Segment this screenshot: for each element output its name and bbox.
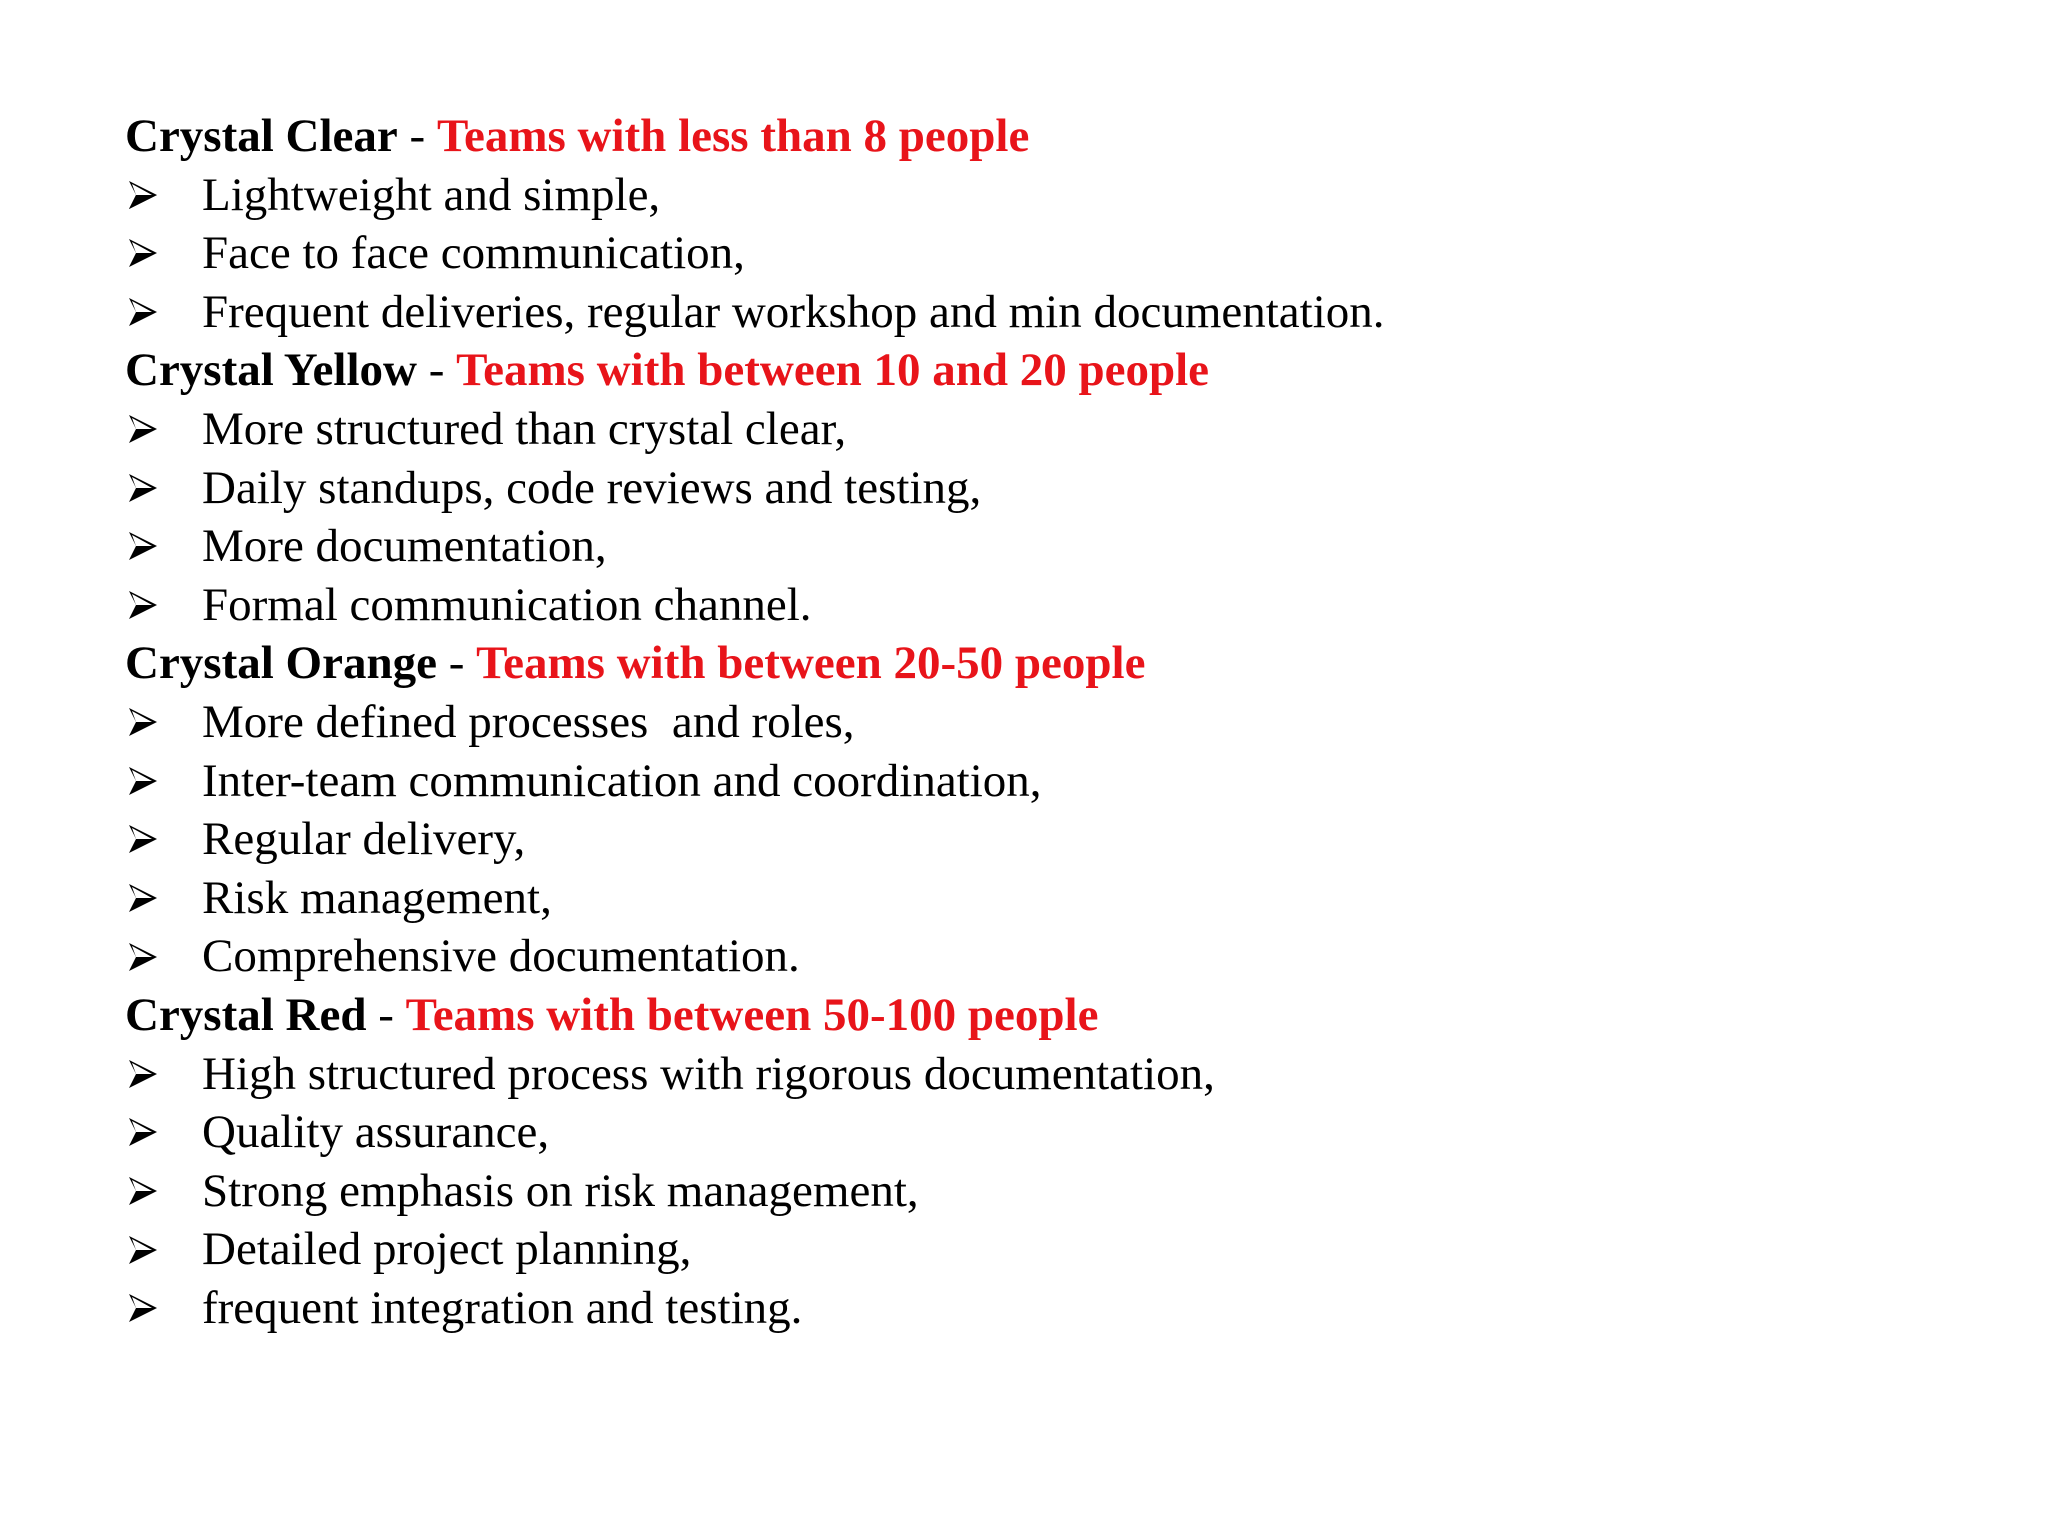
section-heading-crystal-yellow	[125, 341, 1925, 400]
arrowhead-bullet-icon	[125, 468, 202, 508]
arrowhead-bullet-icon	[125, 878, 202, 918]
list-item-text: Lightweight and simple,	[202, 168, 661, 221]
arrowhead-bullet-icon	[125, 1171, 202, 1211]
section-separator: -	[416, 344, 457, 397]
arrowhead-bullet-icon	[125, 526, 202, 566]
section-description: Teams with between 20-50 people	[476, 637, 1146, 690]
section-heading-crystal-red	[125, 986, 1925, 1045]
list-item	[125, 224, 1925, 283]
list-item	[125, 1045, 1925, 1104]
list-item	[125, 810, 1925, 869]
arrowhead-bullet-icon	[125, 175, 202, 215]
list-item	[125, 752, 1925, 811]
arrowhead-bullet-icon	[125, 409, 202, 449]
list-item-text: Strong emphasis on risk management,	[202, 1164, 919, 1217]
list-item-text: Frequent deliveries, regular workshop and min documentation.	[202, 285, 1385, 338]
list-item-text: More documentation,	[202, 520, 607, 573]
arrowhead-bullet-icon	[125, 937, 202, 977]
list-item-text: Regular delivery,	[202, 813, 526, 866]
arrowhead-bullet-icon	[125, 702, 202, 742]
list-item-text: High structured process with rigorous documentation,	[202, 1047, 1215, 1100]
section-name: Crystal Yellow	[125, 344, 417, 397]
list-item-text: More structured than crystal clear,	[202, 402, 847, 455]
arrowhead-bullet-icon	[125, 1112, 202, 1152]
arrowhead-bullet-icon	[125, 1054, 202, 1094]
list-item	[125, 1279, 1925, 1338]
arrowhead-bullet-icon	[125, 292, 202, 332]
list-item-text: Daily standups, code reviews and testing,	[202, 461, 982, 514]
arrowhead-bullet-icon	[125, 1288, 202, 1328]
list-item	[125, 400, 1925, 459]
section-description: Teams with less than 8 people	[436, 110, 1030, 162]
list-item	[125, 1220, 1925, 1279]
list-item-text: Face to face communication,	[202, 227, 745, 280]
section-description: Teams with between 50-100 people	[405, 988, 1099, 1041]
arrowhead-bullet-icon	[125, 585, 202, 625]
list-item-text: Risk management,	[202, 871, 552, 924]
list-item	[125, 459, 1925, 518]
section-separator: -	[366, 988, 406, 1041]
section-heading-crystal-orange	[125, 634, 1925, 693]
list-item-text: Quality assurance,	[202, 1106, 550, 1159]
arrowhead-bullet-icon	[125, 819, 202, 859]
list-item-text: Comprehensive documentation.	[202, 930, 800, 983]
list-item	[125, 869, 1925, 928]
section-description: Teams with between 10 and 20 people	[456, 344, 1210, 397]
list-item-text: Formal communication channel.	[202, 578, 812, 631]
list-item-text: More defined processes and roles,	[202, 695, 855, 748]
list-item	[125, 283, 1925, 342]
arrowhead-bullet-icon	[125, 1230, 202, 1270]
list-item	[125, 517, 1925, 576]
section-separator: -	[397, 110, 437, 162]
document-body	[125, 107, 1925, 1337]
section-name: Crystal Orange	[125, 637, 437, 690]
section-separator: -	[436, 637, 477, 690]
list-item	[125, 166, 1925, 225]
section-name: Crystal Red	[125, 988, 367, 1041]
list-item-text: Detailed project planning,	[202, 1223, 692, 1276]
section-heading-crystal-clear	[125, 107, 1925, 166]
list-item	[125, 693, 1925, 752]
list-item	[125, 927, 1925, 986]
section-name: Crystal Clear	[125, 110, 398, 162]
arrowhead-bullet-icon	[125, 761, 202, 801]
list-item	[125, 1103, 1925, 1162]
arrowhead-bullet-icon	[125, 233, 202, 273]
list-item-text: Inter-team communication and coordination,	[202, 754, 1042, 807]
list-item-text: frequent integration and testing.	[202, 1281, 803, 1334]
list-item	[125, 1162, 1925, 1221]
list-item	[125, 576, 1925, 635]
